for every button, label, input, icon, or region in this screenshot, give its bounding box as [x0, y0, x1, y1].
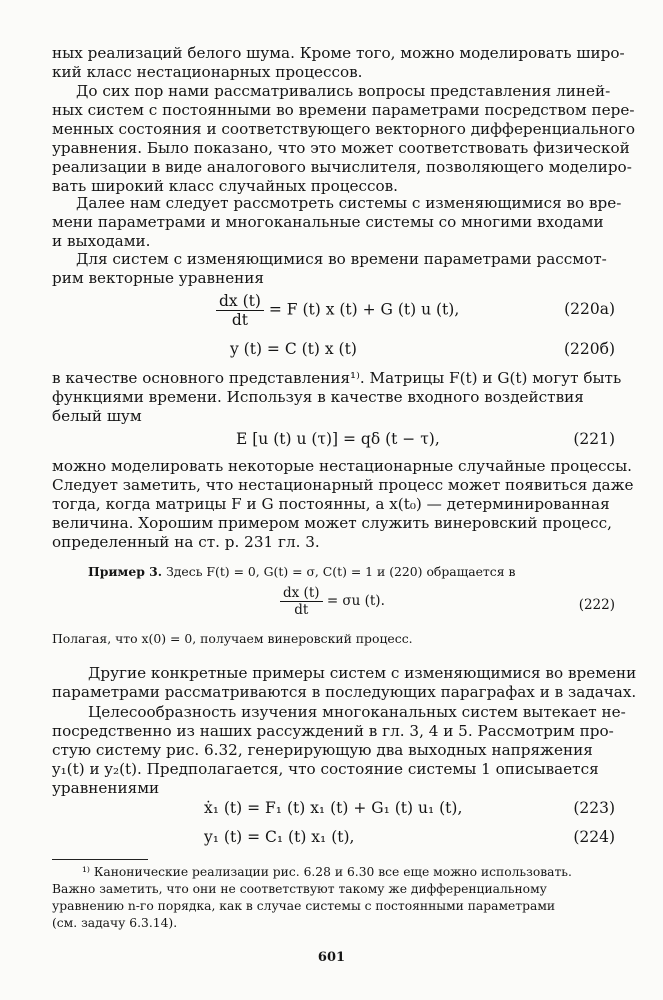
footnote	[52, 864, 615, 932]
text-line: ных реализаций белого шума. Кроме того, можно моделировать широ-	[52, 44, 625, 62]
paragraph-2	[52, 82, 635, 196]
text-line: Для систем с изменяющимися во времени параметрами рассмот-	[76, 250, 607, 268]
paragraph-6	[52, 457, 634, 552]
example-label: Пример 3.	[88, 564, 163, 579]
text-line: Целесообразность изучения многоканальных систем вытекает не-	[88, 703, 626, 721]
example-statement	[88, 563, 608, 580]
text-line: вать широкий класс случайных процессов.	[52, 177, 398, 195]
text-line: уравнения. Было показано, что это может соответствовать физической	[52, 139, 630, 157]
text-line: y₁(t) и y₂(t). Предполагается, что состояние системы 1 описывается	[52, 760, 599, 778]
text-line: и выходами.	[52, 232, 151, 250]
example-text: Здесь F(t) = 0, G(t) = σ, C(t) = 1 и (220) обращается в	[166, 564, 516, 579]
text-line: кий класс нестационарных процессов.	[52, 63, 363, 81]
paragraph-7	[52, 664, 637, 702]
fraction	[280, 585, 323, 618]
equation-number: (221)	[573, 430, 615, 448]
equation-220a	[216, 292, 459, 329]
text-line: можно моделировать некоторые нестационарные случайные процессы.	[52, 457, 633, 475]
text-line: мени параметрами и многоканальные системы со многими входами	[52, 213, 604, 231]
paragraph-4	[52, 250, 615, 288]
fraction	[216, 292, 264, 329]
paragraph-3	[52, 194, 622, 251]
equation-222	[280, 585, 385, 618]
text-line: Другие конкретные примеры систем с изменяющимися во времени	[88, 664, 637, 682]
text-line: величина. Хорошим примером может служить винеровский процесс,	[52, 514, 612, 532]
text-line: функциями времени. Используя в качестве входного воздействия	[52, 388, 584, 406]
equation-number: (220б)	[563, 340, 615, 358]
text-line: ¹⁾ Канонические реализации рис. 6.28 и 6.30 все еще можно использовать.	[82, 865, 572, 879]
text-line: параметрами рассматриваются в последующих параграфах и в задачах.	[52, 683, 637, 701]
text-line: посредственно из наших рассуждений в гл. 3, 4 и 5. Рассмотрим про-	[52, 722, 614, 740]
example-conclusion: Полагая, что x(0) = 0, получаем винеровский процесс.	[52, 631, 413, 646]
denominator: dt	[294, 602, 309, 618]
text-line: Следует заметить, что нестационарный процесс может появиться даже	[52, 476, 634, 494]
paragraph-8	[52, 703, 626, 798]
equation-223: ẋ₁ (t) = F₁ (t) x₁ (t) + G₁ (t) u₁ (t),	[204, 799, 463, 817]
paragraph-5	[52, 369, 622, 426]
text-line: уравнениями	[52, 779, 160, 797]
text-line: менных состояния и соответствующего векторного дифференциального	[52, 120, 635, 138]
equation-rhs: = F (t) x (t) + G (t) u (t),	[268, 300, 460, 319]
equation-number: (222)	[578, 597, 615, 613]
text-line: тогда, когда матрицы F и G постоянны, а x(t₀) — детерминированная	[52, 495, 610, 513]
text-line: в качестве основного представления¹⁾. Матрицы F(t) и G(t) могут быть	[52, 369, 622, 387]
numerator: dx (t)	[216, 292, 264, 311]
equation-220b: y (t) = C (t) x (t)	[230, 340, 357, 358]
text-line: стую систему рис. 6.32, генерирующую два выходных напряжения	[52, 741, 593, 759]
text-line: ных систем с постоянными во времени параметрами посредством пере-	[52, 101, 635, 119]
denominator: dt	[231, 311, 249, 329]
equation-number: (223)	[573, 799, 615, 817]
equation-number: (224)	[573, 828, 615, 846]
text-line: белый шум	[52, 407, 142, 425]
text-line: определенный на ст. р. 231 гл. 3.	[52, 533, 320, 551]
paragraph-1	[52, 44, 625, 82]
equation-number: (220а)	[564, 300, 615, 318]
equation-rhs: = σu (t).	[326, 593, 385, 609]
text-line: (см. задачу 6.3.14).	[52, 916, 178, 930]
text-line: Далее нам следует рассмотреть системы с изменяющимися во вре-	[76, 194, 622, 212]
footnote-divider	[52, 859, 148, 860]
text-line: рим векторные уравнения	[52, 269, 265, 287]
equation-221: E [u (t) u (τ)] = qδ (t − τ),	[236, 430, 440, 448]
text-line: реализации в виде аналогового вычислителя, позволяющего моделиро-	[52, 158, 632, 176]
numerator: dx (t)	[280, 585, 323, 602]
text-line: уравнению n-го порядка, как в случае системы с постоянными параметрами	[52, 899, 556, 913]
page-number: 601	[317, 950, 346, 965]
text-line: Важно заметить, что они не соответствуют такому же дифференциальному	[52, 882, 547, 896]
equation-224: y₁ (t) = C₁ (t) x₁ (t),	[204, 828, 355, 846]
text-line: До сих пор нами рассматривались вопросы представления линей-	[76, 82, 611, 100]
